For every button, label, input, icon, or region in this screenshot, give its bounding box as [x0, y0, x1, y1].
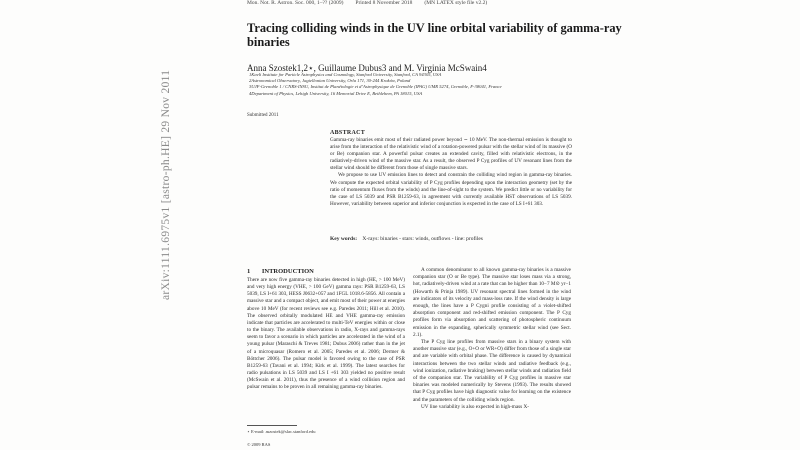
intro-column-1: There are now five gamma-ray binaries detected in high (HE, > 100 MeV) and very high energy (VHE, > 100 GeV) gamma rays: PSR B1259-63, LS 5039, LS I+61 303, HESS J0632+057 and 1FGL 1018.6-5856. All contain a massive star and a compact object, and emit most of their power at energies above 10 MeV (for recent reviews see e.g. Paredes 2011; Hill et al. 2010). The observed orbitally modulated HE and VHE gamma-ray emission indicate that particles are accelerated to multi-TeV energies within or close to the binary. The available observations in radio, X-rays and gamma-rays seem to favor a scenario in which particles are accelerated in the wind of a young pulsar (Maraschi & Treves 1981; Dubus 2006) rather than in the jet of a microquasar (Romero et al. 2005; Paredes et al. 2006; Dermer & Böttcher 2006). The pulsar model is favored owing to the case of PSR B1259-63 (Tavani et al. 1994; Kirk et al. 1999). The latest searches for radio pulsations in LS 5039 and LS I +61 303 yielded no positive result (McSwain et al. 2011), thus the presence of a wind collision region and pulsar remains to be proven in all remaining gamma-ray binaries. — [247, 277, 405, 391]
section-number: 1 — [247, 268, 251, 275]
affiliation-4: 4Department of Physics, Lehigh University, 16 Memorial Drive E, Bethlehem, PA 18015, USA — [249, 90, 423, 96]
keywords — [330, 236, 572, 242]
affiliation-1: 1Kavli Institute for Particle Astrophysics and Cosmology, Stanford University, Stanford, CA 94305, USA — [249, 72, 442, 77]
abstract-heading: ABSTRACT — [330, 130, 366, 136]
column2-paragraph-1: A common denominator to all known gamma-ray binaries is a massive companion star (O or Be type). The massive star loses mass via a strong, hot, radiatively-driven wind at a rate that can be higher than 10−7 M⊙ yr−1 (Howarth & Prinja 1989). UV resonant spectral lines formed in the wind are indicators of its velocity and mass-loss rate. If the wind density is large enough, the lines have a P Cygni profile consisting of a violet-shifted absorption component and red-shifted emission component. The P Cyg profiles form via absorption and scattering of photospheric continuum emission in the expanding, spherically symmetric stellar wind (see Sect. 2.1). — [413, 267, 571, 338]
author-list: Anna Szostek1,2⋆, Guillaume Dubus3 and M. Virginia McSwain4 — [247, 63, 487, 73]
section-title: INTRODUCTION — [261, 268, 314, 275]
arxiv-stamp: arXiv:1111.6975v1 [astro-ph.HE] 29 Nov 2011 — [160, 69, 172, 300]
keywords-text: X-rays: binaries - stars: winds, outflows - line: profiles — [362, 236, 483, 242]
abstract-body — [330, 137, 572, 208]
printed-date: Printed 8 November 2018 — [355, 0, 413, 6]
abstract-paragraph-2: We propose to use UV emission lines to detect and constrain the colliding wind region in gamma-ray binaries. We compute the expected orbital variability of P Cyg profiles depending upon the interaction geometry (set by the ratio of momentum fluxes from the winds) and the line-of-sight to the system. We predict little or no variability for the case of LS 5039 and PSR B1259-63, in agreement with currently available HST observations of LS 5039. However, variability between superior and inferior conjunction is expected in the case of LS I+61 303. — [330, 172, 572, 207]
footnote-rule — [247, 425, 297, 426]
affiliation-2: 2Astronomical Observatory, Jagiellonian University, Orla 171, 30-244 Kraków, Poland — [249, 78, 411, 84]
copyright: © 2009 RAS — [247, 442, 271, 447]
section-heading — [247, 268, 324, 275]
keywords-label: Key words: — [330, 236, 358, 242]
style-note: (MN LATEX style file v2.2) — [424, 0, 488, 6]
abstract-paragraph-1: Gamma-ray binaries emit most of their radiated power beyond ∼ 10 MeV. The non-thermal emission is thought to arise from the interaction of the relativistic wind of a rotation-powered pulsar with the stellar wind of its massive (O or Be) companion star. A powerful pulsar creates an extended cavity, filled with relativistic electrons, in the radiatively-driven wind of the massive star. As a result, the observed P Cyg profiles of UV resonant lines from the stellar wind should be different from those of single massive stars. — [330, 137, 572, 172]
journal-ref: Mon. Not. R. Astron. Soc. 000, 1–?? (2009) — [247, 0, 344, 6]
column2-paragraph-2: The P Cyg line profiles from massive stars in a binary system with another massive star (e.g., O+O or WR+O) differ from those of a single star and are variable with orbital phase. The difference is caused by dynamical interactions between the two stellar winds and radiative feedback (e.g., wind ionization, radiative braking) between stellar winds and radiation field of the companion star. The variability of P Cyg profiles in massive star binaries was modeled numerically by Stevens (1993). The results showed that P Cyg profiles have high diagnostic value for learning on the existence and the parameters of the colliding winds region. — [413, 339, 571, 403]
affiliations — [249, 72, 579, 97]
affiliation-3: 3UJF-Grenoble 1 / CNRS-INSU, Institut de Planétologie et d’Astrophysique de Grenoble (IPAG) UMR 5274, Grenoble, F-38041, France — [249, 84, 502, 90]
running-header — [247, 0, 767, 6]
intro-column-2 — [413, 267, 571, 411]
submitted-date: Submitted 2011 — [247, 113, 279, 118]
paper-title: Tracing colliding winds in the UV line orbital variability of gamma-ray binaries — [247, 21, 622, 49]
column2-paragraph-3: UV line variability is also expected in high-mass X- — [421, 403, 529, 410]
footnote-email: ⋆ E-mail: aszostek@slac.stanford.edu — [247, 429, 316, 434]
